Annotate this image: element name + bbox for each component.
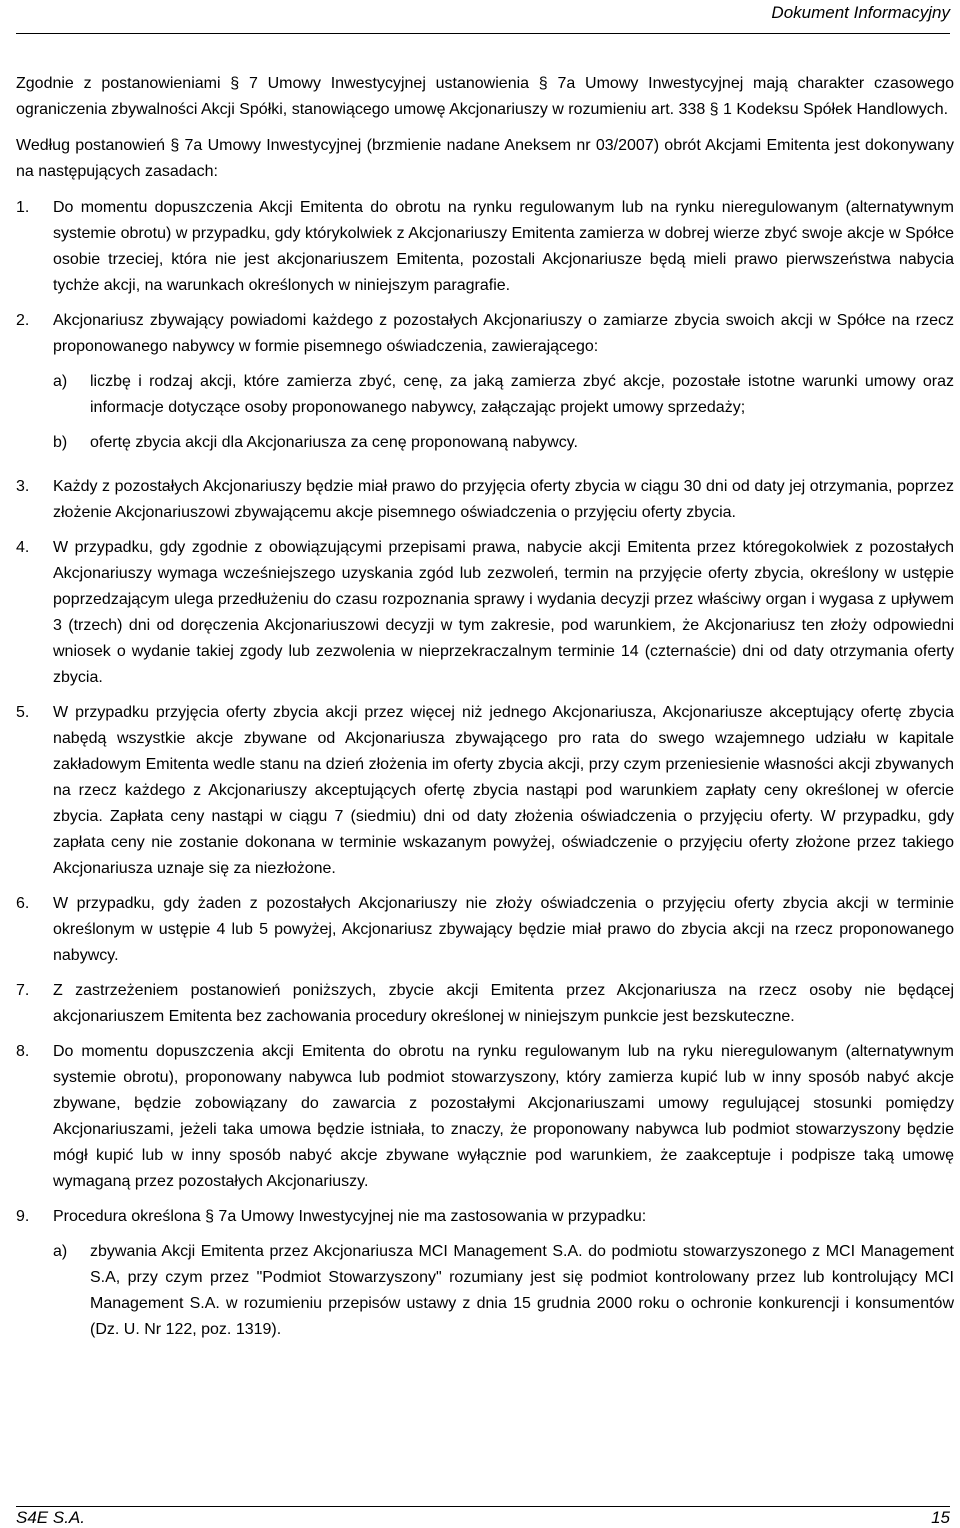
item-body: [53, 308, 954, 465]
item-text: Do momentu dopuszczenia Akcji Emitenta do obrotu na rynku regulowanym lub na rynku nieregulowanym (alternatywnym systemie obrotu) w przypadku, gdy którykolwiek z Akcjonariuszy Emitenta zamierza w dobrej wierze zbyć swoje akcje w Spółce osobie trzeciej, która nie jest akcjonariuszem Emitenta, pozostali Akcjonariusze będą mieli prawo pierwszeństwa nabycia tychże akcji, na warunkach określonych w niniejszym paragrafie.: [53, 199, 954, 294]
sub-item-label: a): [53, 1243, 68, 1260]
list-item-2: [16, 308, 954, 465]
page-number: 15: [931, 1508, 950, 1527]
footer-rule: [16, 1506, 950, 1507]
item-text: W przypadku, gdy zgodnie z obowiązującymi przepisami prawa, nabycie akcji Emitenta przez któregokolwiek z pozostałych Akcjonariuszy wymaga wcześniejszego uzyskania zgód lub zezwoleń, termin na przyjęcie oferty zbycia, określony w ustępie poprzedzającym ulega przedłużeniu do czasu rozpoznania sprawy i wydania decyzji przez właściwy organ i wygasa z upływem 3 (trzech) dni od doręczenia Akcjonariuszowi decyzji w tym zakresie, pod warunkiem, że Akcjonariusz ten złoży odpowiedni wniosek o wydanie takiej zgody lub zezwolenia w nieprzekraczalnym terminie 14 (czternaście) dni od daty otrzymania oferty zbycia.: [53, 539, 954, 686]
list-item-7: [16, 978, 954, 1030]
company-name: S4E S.A.: [16, 1508, 85, 1527]
item-number: 8.: [16, 1043, 30, 1060]
list-item-3: [16, 474, 954, 526]
item-text: W przypadku przyjęcia oferty zbycia akcji przez więcej niż jednego Akcjonariusza, Akcjonariusze akceptujący ofertę zbycia nabędą wszystkie akcje zbywane od Akcjonariusza zbywającego pro rata do swego wzajemnego udziału w kapitale zakładowym Emitenta wedle stanu na dzień złożenia im oferty zbycia akcji, przy czym przeniesienie własności akcji zbywanych na rzecz każdego z Akcjonariuszy akceptujących ofertę zbycia nastąpi pod warunkiem zapłaty ceny określonej w ofercie zbycia. Zapłata ceny nastąpi w ciągu 7 (siedmiu) dni od daty złożenia oświadczenia o przyjęciu oferty. W przypadku, gdy zapłata ceny nie zostanie dokonana w terminie wskazanym powyżej, oświadczenie o przyjęciu oferty złożone przez takiego Akcjonariusza uznaje się za niezłożone.: [53, 704, 954, 877]
item-text: Procedura określona § 7a Umowy Inwestycyjnej nie ma zastosowania w przypadku:: [53, 1208, 647, 1225]
item-number: 7.: [16, 982, 30, 999]
item-text: W przypadku, gdy żaden z pozostałych Akcjonariuszy nie złoży oświadczenia o przyjęciu oferty zbycia akcji w terminie określonym w ustępie 4 lub 5 powyżej, Akcjonariusz zbywający będzie miał prawo do zbycia akcji na rzecz proponowanego nabywcy.: [53, 895, 954, 964]
sub-item-text: ofertę zbycia akcji dla Akcjonariusza za cenę proponowaną nabywcy.: [90, 434, 578, 451]
item-number: 1.: [16, 199, 30, 216]
item-text: Do momentu dopuszczenia akcji Emitenta do obrotu na rynku regulowanym lub na ryku nieregulowanym (alternatywnym systemie obrotu), proponowany nabywca lub podmiot stowarzyszony, który zamierza kupić lub w inny sposób nabyć akcje zbywane, będzie zobowiązany do zawarcia z pozostałymi Akcjonariuszami umowy regulującej stosunki pomiędzy Akcjonariuszami, jeżeli taka umowa będzie istniała, to znaczy, że proponowany nabywca lub podmiot stowarzyszony będzie mógł kupić lub w inny sposób nabyć akcje zbywane wyłącznie pod warunkiem, że zaakceptuje i podpisze taką umowę wymaganą przez pozostałych Akcjonariuszy.: [53, 1043, 954, 1190]
item-number: 3.: [16, 478, 30, 495]
document-body: [16, 71, 954, 1361]
item-text: Każdy z pozostałych Akcjonariuszy będzie miał prawo do przyjęcia oferty zbycia w ciągu 30 dni od daty jej otrzymania, poprzez złożenie Akcjonariuszowi zbywającemu akcje pisemnego oświadczenia o przyjęciu oferty zbycia.: [53, 478, 954, 521]
sub-item-text: liczbę i rodzaj akcji, które zamierza zbyć, cenę, za jaką zamierza zbyć akcje, pozostałe istotne warunki umowy oraz informacje dotyczące osoby proponowanego nabywcy, załączając projekt umowy sprzedaży;: [90, 373, 954, 416]
header-title: Dokument Informacyjny: [771, 3, 950, 22]
sub-item-text: zbywania Akcji Emitenta przez Akcjonariusza MCI Management S.A. do podmiotu stowarzyszonego z MCI Management S.A, przy czym przez "Podmiot Stowarzyszony" rozumiany jest się podmiot kontrolowany przez lub kontrolujący MCI Management S.A. w rozumieniu przepisów ustawy z dnia 15 grudnia 2000 roku o ochronie konkurencji i konsumentów (Dz. U. Nr 122, poz. 1319).: [90, 1243, 954, 1338]
list-item-8: [16, 1039, 954, 1195]
item-body: [53, 1204, 954, 1352]
sub-item-a: [53, 1239, 954, 1343]
page-footer: [16, 1506, 950, 1528]
sub-item-a: [53, 369, 954, 421]
item-number: 5.: [16, 704, 30, 721]
list-item-4: [16, 535, 954, 691]
page-header: [16, 0, 950, 34]
intro-paragraph: Według postanowień § 7a Umowy Inwestycyjnej (brzmienie nadane Aneksem nr 03/2007) obrót Akcjami Emitenta jest dokonywany na następujących zasadach:: [16, 137, 954, 180]
item-text: Akcjonariusz zbywający powiadomi każdego z pozostałych Akcjonariuszy o zamiarze zbycia swoich akcji w Spółce na rzecz proponowanego nabywcy w formie pisemnego oświadczenia, zawierającego:: [53, 312, 954, 355]
list-item-6: [16, 891, 954, 969]
item-number: 2.: [16, 312, 30, 329]
item-number: 4.: [16, 539, 30, 556]
intro-paragraph: Zgodnie z postanowieniami § 7 Umowy Inwestycyjnej ustanowienia § 7a Umowy Inwestycyjnej mają charakter czasowego ograniczenia zbywalności Akcji Spółki, stanowiącego umowę Akcjonariuszy w rozumieniu art. 338 § 1 Kodeksu Spółek Handlowych.: [16, 75, 954, 118]
header-rule: [16, 33, 950, 34]
item-number: 9.: [16, 1208, 30, 1225]
sub-item-label: b): [53, 434, 68, 451]
list-item-1: [16, 195, 954, 299]
list-item-5: [16, 700, 954, 882]
list-item-9: [16, 1204, 954, 1352]
item-number: 6.: [16, 895, 30, 912]
sub-item-b: [53, 430, 954, 456]
item-text: Z zastrzeżeniem postanowień poniższych, zbycie akcji Emitenta przez Akcjonariusza na rzecz osoby nie będącej akcjonariuszem Emitenta bez zachowania procedury określonej w niniejszym punkcie jest bezskuteczne.: [53, 982, 954, 1025]
sub-item-label: a): [53, 373, 68, 390]
